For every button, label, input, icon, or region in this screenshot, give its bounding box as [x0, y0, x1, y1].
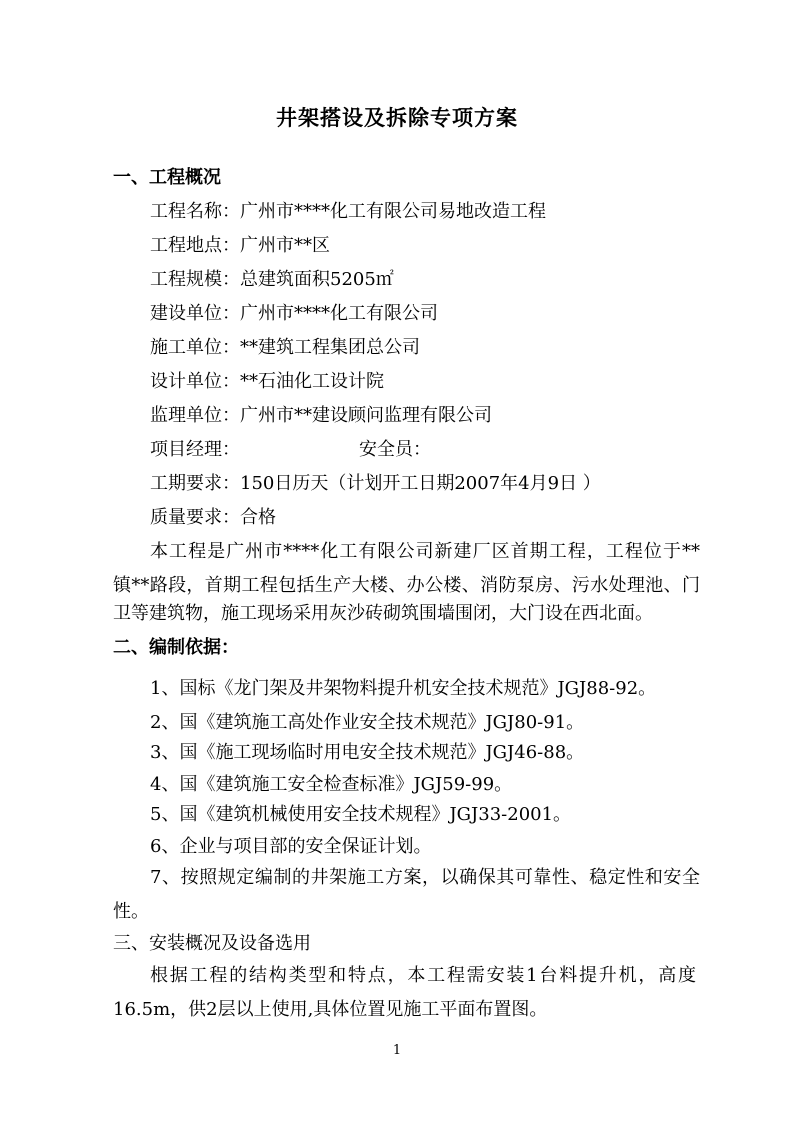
installation-paragraph-line-1: 根据工程的结构类型和特点，本工程需安装1台料提升机，高度	[150, 965, 696, 986]
installation-paragraph-line-2: 16.5m，供2层以上使用,具体位置见施工平面布置图。	[113, 999, 548, 1020]
field-owner: 建设单位：广州市****化工有限公司	[150, 303, 438, 324]
section-3-heading: 三、安装概况及设备选用	[113, 933, 311, 954]
section-1-heading: 一、工程概况	[113, 167, 221, 188]
basis-item-7-continuation: 性。	[113, 901, 149, 922]
overview-paragraph-line-3: 卫等建筑物，施工现场采用灰沙砖砌筑围墙围闭，大门设在西北面。	[113, 603, 653, 624]
basis-item-6: 6、企业与项目部的安全保证计划。	[150, 836, 432, 857]
field-quality: 质量要求：合格	[150, 507, 276, 528]
section-2-heading: 二、编制依据：	[113, 637, 239, 658]
project-manager-label: 项目经理：	[150, 439, 240, 460]
basis-item-2: 2、国《建筑施工高处作业安全技术规范》JGJ80-91。	[150, 712, 585, 733]
basis-item-3: 3、国《施工现场临时用电安全技术规范》JGJ46-88。	[150, 742, 585, 763]
field-supervisor: 监理单位：广州市**建设顾问监理有限公司	[150, 405, 492, 426]
field-project-name: 工程名称：广州市****化工有限公司易地改造工程	[150, 201, 546, 222]
field-project-scale: 工程规模：总建筑面积5205㎡	[150, 269, 394, 290]
basis-item-1: 1、国标《龙门架及井架物料提升机安全技术规范》JGJ88-92。	[150, 678, 657, 699]
field-designer: 设计单位：**石油化工设计院	[150, 371, 384, 392]
document-title: 井架搭设及拆除专项方案	[276, 105, 518, 130]
basis-item-4: 4、国《建筑施工安全检查标准》JGJ59-99。	[150, 774, 513, 795]
field-project-location: 工程地点：广州市**区	[150, 235, 330, 256]
safety-officer-label: 安全员：	[359, 439, 431, 460]
overview-paragraph-line-1: 本工程是广州市****化工有限公司新建厂区首期工程，工程位于**	[150, 541, 700, 562]
overview-paragraph-line-2: 镇**路段，首期工程包括生产大楼、办公楼、消防泵房、污水处理池、门	[113, 575, 700, 596]
page-number: 1	[392, 1043, 402, 1058]
field-contractor: 施工单位：**建筑工程集团总公司	[150, 337, 420, 358]
basis-item-7: 7、按照规定编制的井架施工方案，以确保其可靠性、稳定性和安全	[150, 867, 700, 888]
basis-item-5: 5、国《建筑机械使用安全技术规程》JGJ33-2001。	[150, 804, 572, 825]
field-schedule: 工期要求：150日历天（计划开工日期2007年4月9日 ）	[150, 473, 601, 494]
